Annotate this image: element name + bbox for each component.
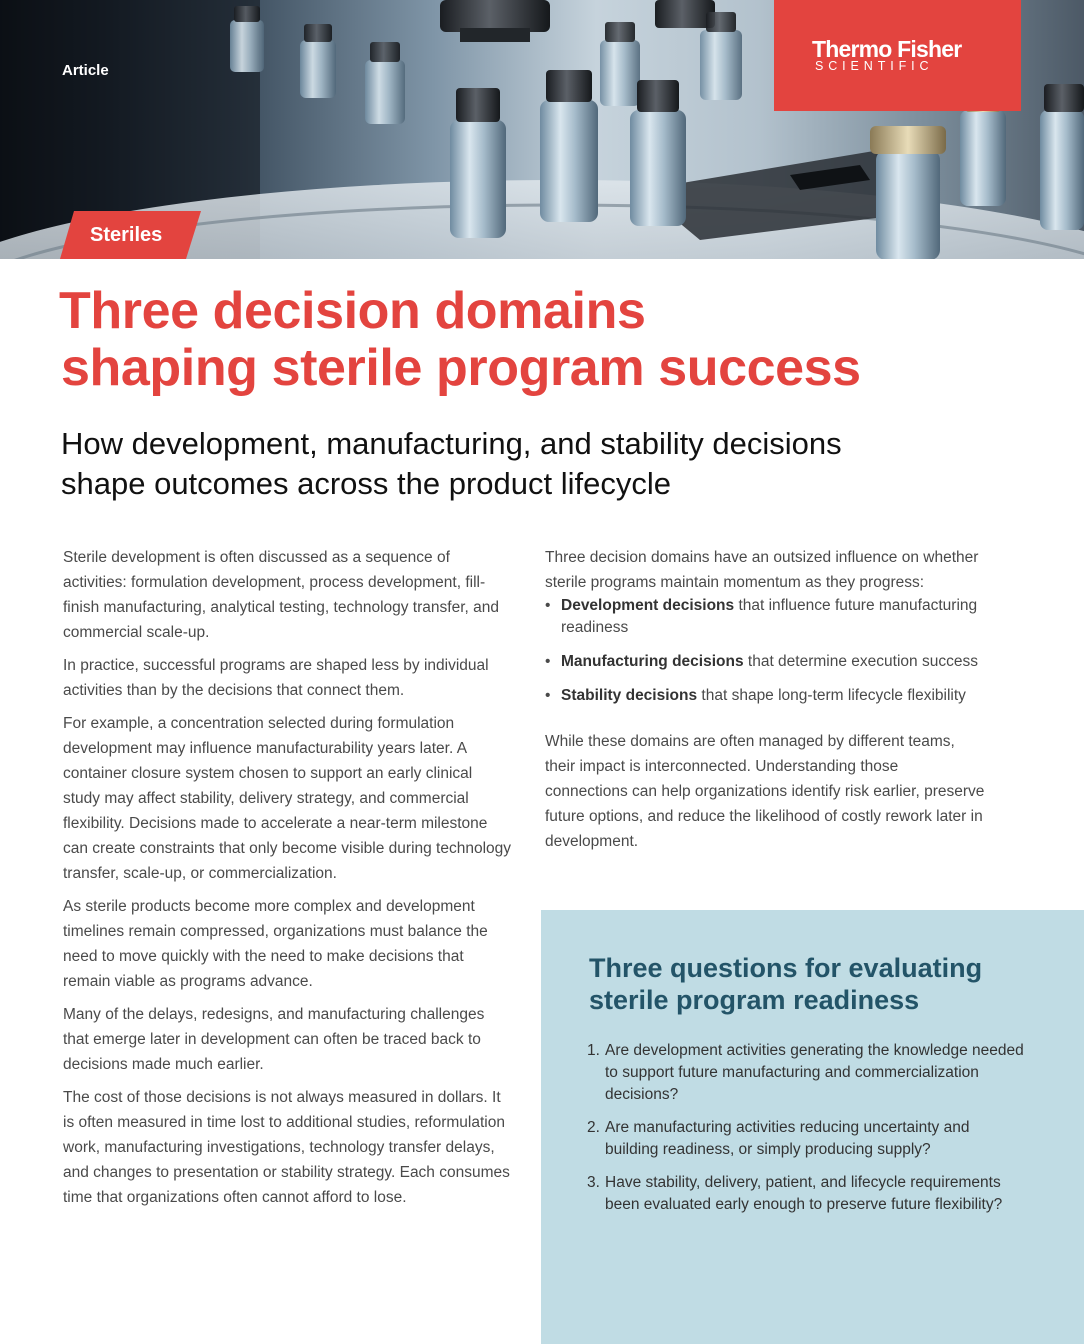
intro-paragraph: Three decision domains have an outsized influence on whether sterile programs maintain momentum as they progress: [545, 549, 979, 591]
list-item [587, 1172, 1027, 1216]
body-paragraph: For example, a concentration selected during formulation development may influence manufacturability years later. A container closure system chosen to support an early clinical study may affect stability, delivery strategy, and commercial flexibility. Decisions made to accelerate a near-term milestone can create constraints that only become visible during technology transfer, scale-up, or commercialization. [63, 715, 512, 882]
list-item [545, 651, 1015, 673]
category-tag-label: Steriles [90, 224, 163, 246]
bullet-bold: Stability decisions [561, 687, 698, 704]
list-item [587, 1117, 1027, 1161]
readiness-callout [541, 910, 1084, 1344]
title-line-1: Three decision domains [59, 282, 646, 340]
bullet-icon: • [545, 687, 551, 704]
body-paragraph: The cost of those decisions is not always measured in dollars. It is often measured in time lost to additional studies, reformulation work, manufacturing investigations, technology transfer delays, and changes to presentation or stability strategy. Each consumes time that organizations often cannot afford to lose. [63, 1089, 510, 1206]
thermo-fisher-logo [774, 0, 1021, 111]
question-list [587, 1040, 1027, 1227]
bullet-bold: Manufacturing decisions [561, 653, 744, 670]
subtitle-line-2: shape outcomes across the product lifecycle [61, 466, 671, 501]
bullet-text: that shape long-term lifecycle flexibility [697, 687, 966, 704]
list-item [545, 595, 1015, 639]
callout-title: Three questions for evaluating sterile program readiness [589, 953, 983, 1015]
category-tag [60, 211, 201, 259]
bullet-bold: Development decisions [561, 597, 735, 614]
right-column [545, 545, 1015, 862]
body-paragraph: Sterile development is often discussed as a sequence of activities: formulation development, process development, fill-finish manufacturing, analytical testing, technology transfer, and commercial scale-up. [63, 549, 499, 641]
page-title [59, 283, 1019, 397]
decision-domain-list [545, 595, 1015, 707]
bullet-text: that influence future manufacturing readiness [561, 597, 978, 636]
body-paragraph: In practice, successful programs are shaped less by individual activities than by the decisions that connect them. [63, 657, 489, 699]
bullet-icon: • [545, 597, 551, 614]
list-item [545, 685, 1015, 707]
question-text: Have stability, delivery, patient, and lifecycle requirements been evaluated early enough to preserve future flexibility? [605, 1174, 1003, 1213]
question-text: Are manufacturing activities reducing uncertainty and building readiness, or simply producing supply? [605, 1119, 970, 1158]
body-paragraph: As sterile products become more complex and development timelines remain compressed, organizations must balance the need to move quickly with the need to make decisions that remain viable as programs advance. [63, 898, 488, 990]
title-line-2: shaping sterile program success [61, 339, 861, 397]
bullet-text: that determine execution success [743, 653, 978, 670]
page-subtitle [61, 424, 1021, 504]
list-item [587, 1040, 1027, 1106]
left-column [63, 545, 513, 1218]
hero-banner [0, 0, 1084, 259]
question-number: 3. [587, 1174, 600, 1191]
subtitle-line-1: How development, manufacturing, and stability decisions [61, 426, 842, 461]
body-paragraph: Many of the delays, redesigns, and manufacturing challenges that emerge later in development can often be traced back to decisions made much earlier. [63, 1006, 485, 1073]
question-number: 2. [587, 1119, 600, 1136]
logo-subtext: SCIENTIFIC [815, 59, 934, 73]
article-label: Article [62, 62, 109, 79]
logo-wordmark: Thermo Fisher [812, 36, 962, 62]
question-text: Are development activities generating the knowledge needed to support future manufacturing and commercialization decisions? [605, 1042, 1024, 1103]
bullet-icon: • [545, 653, 551, 670]
question-number: 1. [587, 1042, 600, 1059]
closing-paragraph: While these domains are often managed by different teams, their impact is interconnected. Understanding those connections can help organizations identify risk earlier, preserve future options, and reduce the likelihood of costly rework later in development. [545, 733, 985, 850]
